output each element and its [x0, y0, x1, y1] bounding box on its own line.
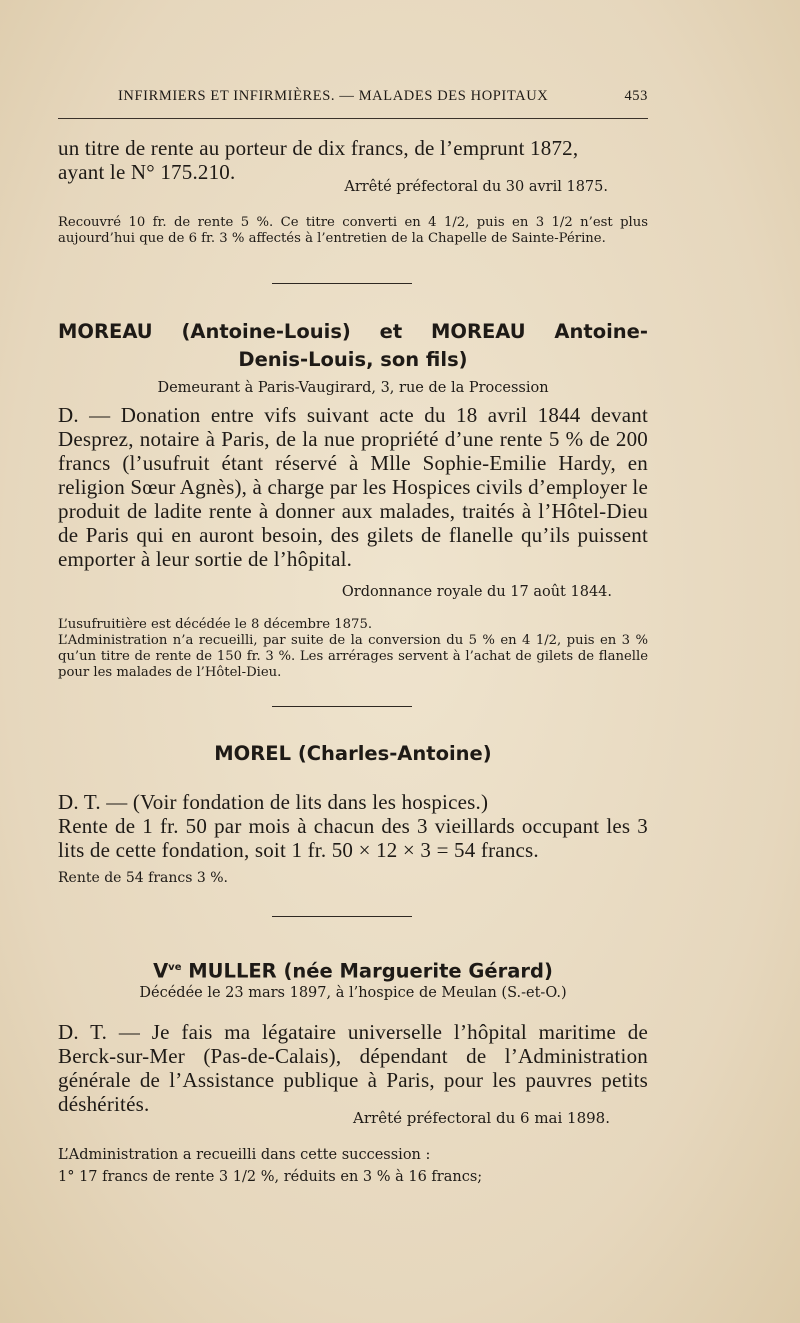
separator-rule [272, 706, 412, 707]
separator-rule [272, 283, 412, 284]
note: Rente de 54 francs 3 %. [58, 870, 228, 886]
note-block [58, 1144, 648, 1188]
body-paragraph: Rente de 1 fr. 50 par mois à chacun des 3 vieillards occupant les 3 lits de cette fondation, soit 1 fr. 50 × 12 × 3 = 54 francs. [58, 814, 648, 862]
entry-heading: Denis-Louis, son fils) [238, 348, 468, 371]
entry-morel [58, 740, 648, 768]
note-block [58, 215, 648, 247]
decree: Ordonnance royale du 17 août 1844. [341, 584, 612, 600]
separator-rule [272, 916, 412, 917]
body-line: D. T. — (Voir fondation de lits dans les hospices.) [58, 790, 489, 814]
entry-moreau [58, 318, 648, 374]
body-paragraph: D. T. — Je fais ma légataire universelle l’hôpital maritime de Berck-sur-Mer (Pas-de-Calais), dépendant de l’Administration générale de l’Assistance publique à Paris, pour les pauvres petits déshérités. [58, 1020, 648, 1116]
running-title: INFIRMIERS ET INFIRMIÈRES. — MALADES DES HOPITAUX [118, 88, 549, 104]
note: L’Administration n’a recueilli, par suite de la conversion du 5 % en 4 1/2, puis en 3 % qu’un titre de rente de 150 fr. 3 %. Les arrérages servent à l’achat de gilets de flanelle pour les malades de l’Hôtel-Dieu. [58, 633, 648, 680]
note: 1° 17 francs de rente 3 1/2 %, réduits en 3 % à 16 francs; [58, 1169, 483, 1185]
decree-line [58, 584, 648, 600]
decree: Arrêté préfectoral du 30 avril 1875. [344, 179, 608, 195]
address: Demeurant à Paris-Vaugirard, 3, rue de la Procession [157, 380, 549, 396]
body-paragraph: D. — Donation entre vifs suivant acte du 18 avril 1844 devant Desprez, notaire à Paris, de la nue propriété d’une rente 5 % de 200 francs (l’usufruit étant réservé à Mlle Sophie-Emilie Hardy, en religion Sœur Agnès), à charge par les Hospices civils d’employer le produit de ladite rente à donner aux malades, traités à l’Hôtel-Dieu de Paris qui en auront besoin, des gilets de flanelle qu’ils puissent emporter à leur sortie de l’hôpital. [58, 403, 648, 571]
note-block [58, 617, 648, 681]
body-line: ayant le N° 175.210. [58, 160, 236, 184]
moreau-body [58, 403, 648, 571]
entry-continued [58, 136, 648, 184]
note: L’Administration a recueilli dans cette succession : [58, 1147, 431, 1163]
note: Recouvré 10 fr. de rente 5 %. Ce titre converti en 4 1/2, puis en 3 1/2 n’est plus aujourd’hui que de 6 fr. 3 % affectés à l’entretien de la Chapelle de Sainte-Périne. [58, 215, 648, 246]
entry-heading: MOREL (Charles-Antoine) [214, 742, 492, 765]
entry-heading [58, 954, 648, 986]
note: L’usufruitière est décédée le 8 décembre 1875. [58, 617, 373, 632]
body-line: un titre de rente au porteur de dix francs, de l’emprunt 1872, [58, 136, 579, 160]
subheading-line [58, 985, 648, 1001]
heading-prefix: V [153, 959, 169, 983]
entry-heading: MOREAU (Antoine-Louis) et MOREAU Antoine- [58, 320, 648, 343]
heading-name: MULLER (née Marguerite Gérard) [181, 959, 553, 983]
decree: Arrêté préfectoral du 6 mai 1898. [353, 1109, 610, 1127]
header-rule [58, 118, 648, 119]
muller-body [58, 1020, 648, 1116]
morel-body [58, 790, 648, 862]
note-block [58, 870, 648, 886]
heading-superscript: ve [168, 962, 182, 973]
address-line [58, 380, 648, 396]
page-number: 453 [624, 88, 648, 104]
running-head [58, 88, 648, 105]
entry-muller [58, 954, 648, 986]
subheading: Décédée le 23 mars 1897, à l’hospice de Meulan (S.-et-O.) [139, 985, 567, 1001]
decree-line [58, 179, 648, 195]
decree-line [58, 1110, 648, 1126]
